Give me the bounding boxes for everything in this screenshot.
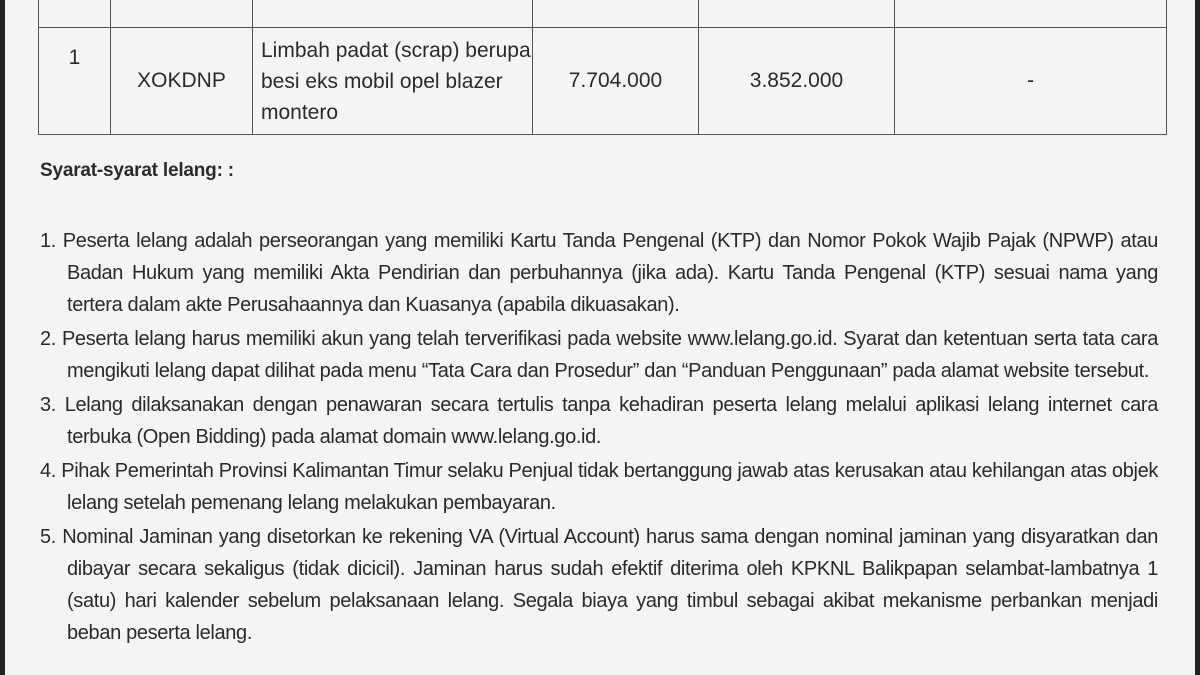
auction-items-table xyxy=(38,0,1167,135)
term-item: 4. Pihak Pemerintah Provinsi Kalimantan Timur selaku Penjual tidak bertanggung jawab atas kerusakan atau kehilangan atas objek lelang setelah pemenang lelang melakukan pembayaran. xyxy=(40,460,1158,514)
cell-no: 1 xyxy=(39,28,111,135)
table-header-row xyxy=(39,0,1167,28)
cell-note: - xyxy=(895,28,1167,135)
term-item: 3. Lelang dilaksanakan dengan penawaran secara tertulis tanpa kehadiran peserta lelang melalui aplikasi lelang internet cara terbuka (Open Bidding) pada alamat domain www.lelang.go.id. xyxy=(40,394,1158,448)
page-border-left xyxy=(0,0,5,675)
term-item: 1. Peserta lelang adalah perseorangan yang memiliki Kartu Tanda Pengenal (KTP) dan Nomor Pokok Wajib Pajak (NPWP) atau Badan Hukum yang memiliki Akta Pendirian dan perbuhannya (jika ada). Kartu Tanda Pengenal (KTP) sesuai nama yang tertera dalam akte Perusahaannya dan Kuasanya (apabila dikuasakan). xyxy=(40,230,1158,316)
page-border-right xyxy=(1195,0,1200,675)
cell-deposit: 3.852.000 xyxy=(699,28,895,135)
cell-limit-value: 7.704.000 xyxy=(533,28,699,135)
cell-code: XOKDNP xyxy=(111,28,253,135)
term-item: 5. Nominal Jaminan yang disetorkan ke rekening VA (Virtual Account) harus sama dengan nominal jaminan yang disyaratkan dan dibayar secara sekaligus (tidak dicicil). Jaminan harus sudah efektif diterima oleh KPKNL Balikpapan selambat-lambatnya 1 (satu) hari kalender sebelum pelaksanaan lelang. Segala biaya yang timbul sebagai akibat mekanisme perbankan menjadi beban peserta lelang. xyxy=(40,526,1158,644)
cell-description: Limbah padat (scrap) berupa besi eks mobil opel blazer montero xyxy=(253,28,533,135)
terms-heading: Syarat-syarat lelang: : xyxy=(40,160,234,181)
terms-list xyxy=(40,225,1158,651)
table-row xyxy=(39,28,1167,135)
term-item: 2. Peserta lelang harus memiliki akun yang telah terverifikasi pada website www.lelang.go.id. Syarat dan ketentuan serta tata cara mengikuti lelang dapat dilihat pada menu “Tata Cara dan Prosedur” dan “Panduan Penggunaan” pada alamat website tersebut. xyxy=(40,328,1158,382)
